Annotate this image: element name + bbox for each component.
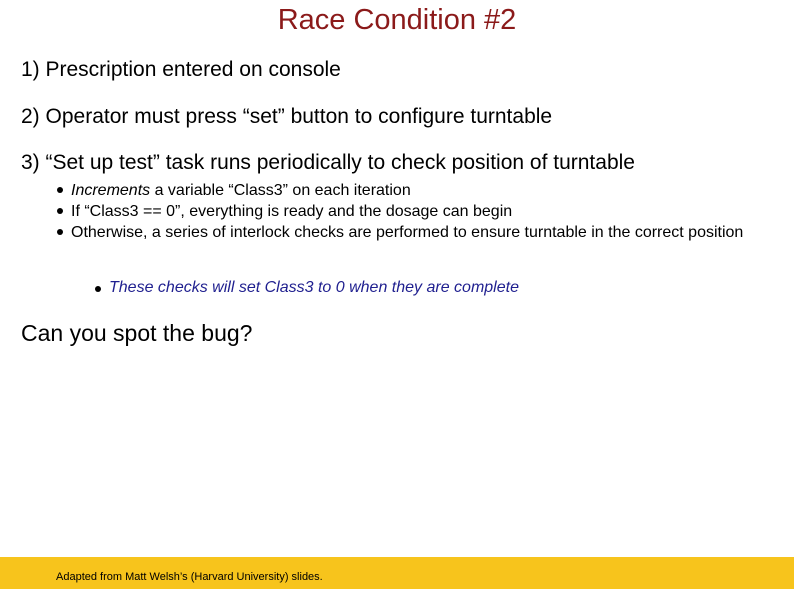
bullet-dot-icon	[57, 229, 63, 235]
slide-title: Race Condition #2	[277, 4, 517, 36]
sub-bullet-text: These checks will set Class3 to 0 when they are complete	[109, 279, 519, 296]
bullet-dot-icon	[57, 208, 63, 214]
bullet-increments-text: a variable “Class3” on each iteration	[150, 182, 411, 199]
sub-bullet	[95, 279, 519, 297]
item-3: 3) “Set up test” task runs periodically to check position of turntable	[21, 151, 635, 174]
footer-bar	[0, 557, 794, 589]
bullet-otherwise-text: Otherwise, a series of interlock checks are performed to ensure turntable in the correct position	[71, 224, 744, 241]
bullet-dot-icon	[57, 187, 63, 193]
bullet-class3-text: If “Class3 == 0”, everything is ready and the dosage can begin	[71, 203, 513, 220]
question-text: Can you spot the bug?	[21, 320, 253, 346]
bullet-increments	[57, 180, 777, 201]
footer-credit: Adapted from Matt Welsh’s (Harvard University) slides.	[56, 571, 323, 583]
item-2: 2) Operator must press “set” button to configure turntable	[21, 105, 553, 128]
bullet-list	[57, 180, 777, 243]
bullet-class3-check	[57, 201, 777, 222]
item-1: 1) Prescription entered on console	[21, 58, 341, 81]
bullet-increments-emphasis: Increments	[71, 182, 151, 199]
bullet-dot-icon	[95, 286, 101, 292]
bullet-otherwise	[57, 222, 777, 243]
